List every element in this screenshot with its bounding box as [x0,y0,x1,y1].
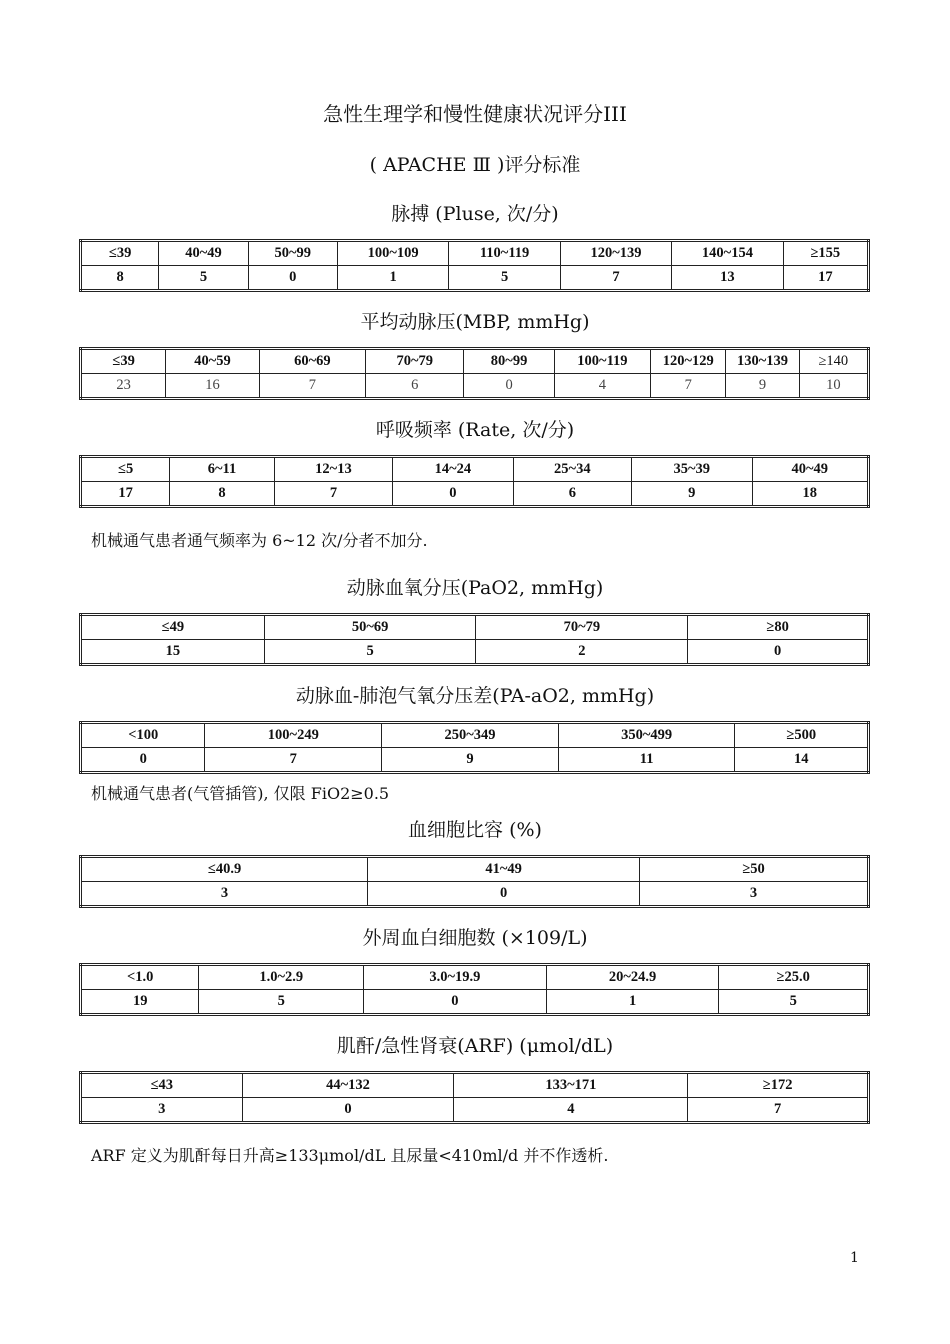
range-cell: ≥80 [688,615,869,640]
range-cell: 20~24.9 [546,965,719,990]
range-cell: 100~249 [205,723,382,748]
score-cell: 9 [382,748,559,773]
score-row [81,640,869,665]
score-cell: 15 [81,640,265,665]
range-cell: 140~154 [672,241,783,266]
score-cell: 9 [726,374,799,399]
note-creatinine: ARF 定义为肌酐每日升高≥133μmol/dL 且尿量<410ml/d 并不作透析. [91,1146,609,1165]
range-cell: 50~69 [264,615,476,640]
note-rate: 机械通气患者通气频率为 6~12 次/分者不加分. [91,531,428,550]
score-cell: 6 [366,374,464,399]
score-cell: 4 [554,374,650,399]
score-row [81,482,869,507]
range-cell: 1.0~2.9 [199,965,364,990]
score-cell: 1 [546,990,719,1015]
range-cell: 100~119 [554,349,650,374]
section-heading-rate: 呼吸频率 (Rate, 次/分) [375,419,575,441]
score-cell: 4 [454,1098,688,1123]
score-cell: 14 [735,748,869,773]
score-cell: 5 [719,990,869,1015]
range-cell: ≤49 [81,615,265,640]
range-row [81,1073,869,1098]
range-cell: 40~59 [166,349,259,374]
score-cell: 9 [632,482,752,507]
score-cell: 3 [81,1098,243,1123]
range-cell: ≥500 [735,723,869,748]
score-cell: 7 [259,374,365,399]
aa-gradient-table [79,721,870,774]
score-cell: 0 [464,374,554,399]
score-cell: 7 [688,1098,869,1123]
score-cell: 19 [81,990,199,1015]
section-heading-pulse: 脉搏 (Pluse, 次/分) [391,203,559,225]
range-row [81,857,869,882]
hematocrit-table [79,855,870,908]
pao2-table [79,613,870,666]
range-cell: ≤40.9 [81,857,368,882]
score-cell: 8 [170,482,274,507]
score-cell: 6 [513,482,631,507]
score-cell: 16 [166,374,259,399]
score-cell: 11 [558,748,735,773]
score-cell: 5 [449,266,560,291]
score-cell: 23 [81,374,166,399]
range-cell: 100~109 [337,241,448,266]
range-cell: ≥25.0 [719,965,869,990]
score-row [81,882,869,907]
score-cell: 0 [81,748,205,773]
score-cell: 3 [640,882,869,907]
range-cell: ≥172 [688,1073,869,1098]
range-row [81,723,869,748]
score-cell: 17 [81,482,170,507]
range-cell: <1.0 [81,965,199,990]
range-cell: 35~39 [632,457,752,482]
range-cell: 44~132 [242,1073,454,1098]
score-cell: 5 [159,266,248,291]
score-cell: 7 [560,266,671,291]
range-cell: 41~49 [368,857,640,882]
range-cell: ≤43 [81,1073,243,1098]
range-cell: 3.0~19.9 [364,965,547,990]
range-cell: 40~49 [752,457,869,482]
score-cell: 5 [199,990,364,1015]
score-cell: 3 [81,882,368,907]
score-row [81,990,869,1015]
score-cell: 0 [242,1098,454,1123]
score-cell: 7 [274,482,392,507]
score-cell: 2 [476,640,688,665]
range-cell: ≥140 [799,349,868,374]
range-row [81,965,869,990]
score-cell: 7 [205,748,382,773]
range-cell: 130~139 [726,349,799,374]
range-cell: ≥50 [640,857,869,882]
score-cell: 8 [81,266,159,291]
pulse-table [79,239,870,292]
rate-table [79,455,870,508]
score-cell: 0 [688,640,869,665]
range-cell: 110~119 [449,241,560,266]
range-cell: 6~11 [170,457,274,482]
score-cell: 18 [752,482,869,507]
score-cell: 1 [337,266,448,291]
score-cell: 13 [672,266,783,291]
section-heading-pao2: 动脉血氧分压(PaO2, mmHg) [346,577,604,599]
score-cell: 5 [264,640,476,665]
range-cell: 50~99 [248,241,337,266]
range-cell: 40~49 [159,241,248,266]
score-row [81,748,869,773]
section-heading-hematocrit: 血细胞比容 (%) [408,819,542,841]
document-title: 急性生理学和慢性健康状况评分III [323,102,627,126]
range-cell: 250~349 [382,723,559,748]
range-cell: ≤5 [81,457,170,482]
section-heading-wbc: 外周血白细胞数 (×109/L) [362,927,588,949]
score-cell: 17 [783,266,868,291]
section-heading-creatinine: 肌酐/急性肾衰(ARF) (μmol/dL) [336,1035,614,1057]
note-aa-gradient: 机械通气患者(气管插管), 仅限 FiO2≥0.5 [91,784,390,803]
range-cell: 70~79 [366,349,464,374]
range-cell: 12~13 [274,457,392,482]
wbc-table [79,963,870,1016]
creatinine-table [79,1071,870,1124]
score-cell: 0 [368,882,640,907]
range-cell: ≥155 [783,241,868,266]
range-row [81,615,869,640]
range-cell: 80~99 [464,349,554,374]
score-cell: 0 [364,990,547,1015]
range-cell: 133~171 [454,1073,688,1098]
mbp-table [79,347,870,400]
range-cell: 14~24 [393,457,513,482]
score-row [81,1098,869,1123]
page-number: 1 [850,1250,859,1266]
score-row [81,374,869,399]
range-cell: ≤39 [81,241,159,266]
score-cell: 7 [651,374,726,399]
range-row [81,457,869,482]
range-cell: ≤39 [81,349,166,374]
score-cell: 0 [248,266,337,291]
score-row [81,266,869,291]
range-cell: 120~129 [651,349,726,374]
range-cell: 70~79 [476,615,688,640]
score-cell: 0 [393,482,513,507]
section-heading-mbp: 平均动脉压(MBP, mmHg) [360,311,590,333]
range-cell: <100 [81,723,205,748]
document-subtitle: ( APACHE Ⅲ )评分标准 [369,154,581,176]
range-cell: 120~139 [560,241,671,266]
range-row [81,241,869,266]
score-cell: 10 [799,374,868,399]
range-cell: 25~34 [513,457,631,482]
range-cell: 60~69 [259,349,365,374]
section-heading-aa-gradient: 动脉血-肺泡气氧分压差(PA-aO2, mmHg) [295,685,655,707]
range-cell: 350~499 [558,723,735,748]
range-row [81,349,869,374]
